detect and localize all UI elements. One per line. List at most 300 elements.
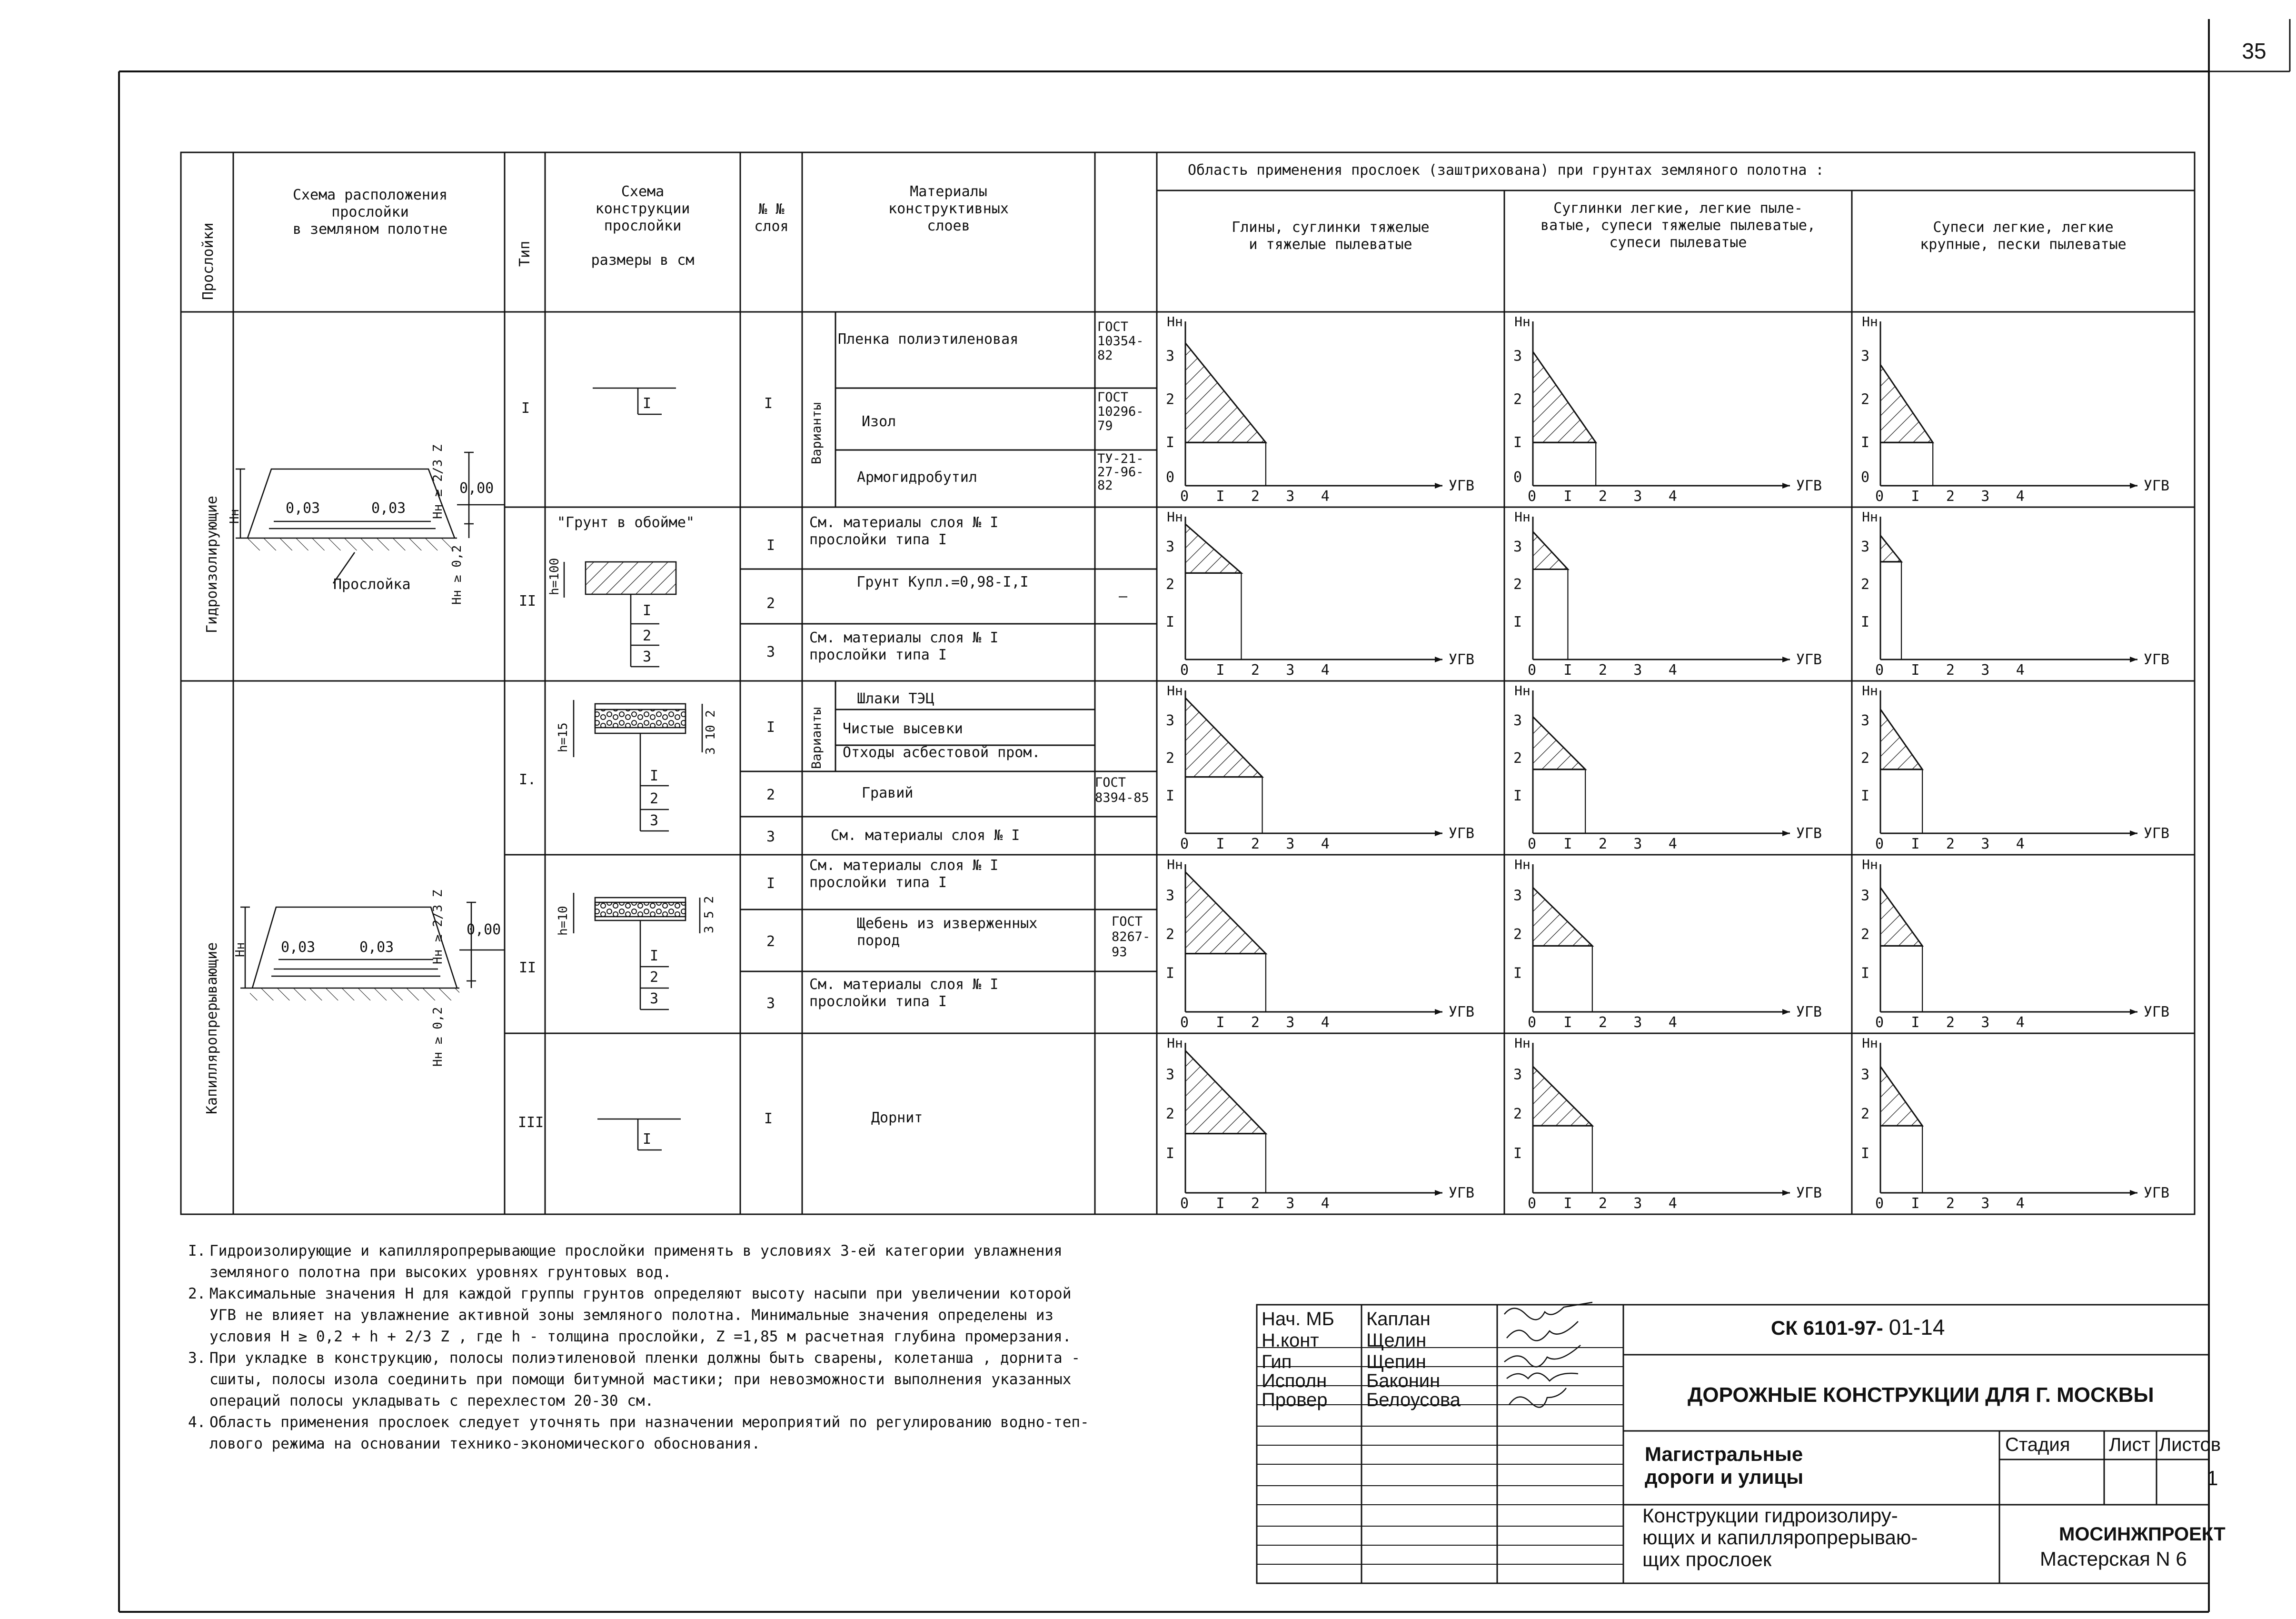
chart-5-2-xtick-0: 0 <box>1527 1195 1537 1212</box>
header-materials <box>805 183 1093 235</box>
chart-1-3-xtick-3: 3 <box>1981 488 1990 505</box>
role-2: Н.конт <box>1262 1330 1319 1351</box>
header-scheme <box>236 187 505 238</box>
chart-5-1-xtick-0: 0 <box>1180 1195 1189 1212</box>
series-title: ДОРОЖНЫЕ КОНСТРУКЦИИ ДЛЯ Г. МОСКВЫ <box>1688 1383 2154 1407</box>
chart-1-2-ytick-2: 2 <box>1513 391 1522 408</box>
header-construction-line-3: прослойки <box>604 218 682 234</box>
chart-3-3-xtick-0: 0 <box>1875 836 1884 852</box>
chart-3-1-area <box>1185 698 1262 777</box>
chart-4-3-xtick-1: I <box>1911 1014 1920 1031</box>
chart-2-3-xtick-2: 2 <box>1946 662 1955 679</box>
r3-material-4: Гравий <box>862 785 914 801</box>
soil-group-1-line-2: и тяжелые пылеватые <box>1249 236 1412 253</box>
chart-4-3-ylabel: Нн <box>1862 857 1878 872</box>
chart-2-1-xtick-3: 3 <box>1286 662 1295 679</box>
sheet-title-line-2: ющих и капилляропрерываю- <box>1642 1526 1918 1549</box>
section-line-1: Магистральные <box>1645 1443 1803 1465</box>
chart-2-2-xtick-3: 3 <box>1633 662 1642 679</box>
note-3-line-2: сшиты, полосы изола соединить при помощи битумной мастики; при невозможности выполнения указанных <box>209 1371 1072 1388</box>
chart-5-3-area <box>1880 1067 1922 1126</box>
chart-1-2-xlabel: УГВ <box>1796 478 1822 494</box>
chart-4-3-xlabel: УГВ <box>2143 1004 2170 1020</box>
chart-4-2-ytick-3: 3 <box>1513 887 1522 904</box>
chart-1-2-x-arrow <box>1782 483 1790 489</box>
r3-sketch-l2: 2 <box>650 790 659 807</box>
r3-material-1: Шлаки ТЭЦ <box>857 690 934 707</box>
notes <box>188 1240 1226 1455</box>
chart-5-3-xtick-1: I <box>1911 1195 1920 1212</box>
chart-4-1-xtick-3: 3 <box>1286 1014 1295 1031</box>
chart-3-1-xtick-1: I <box>1216 836 1225 852</box>
chart-2-2-xlabel: УГВ <box>1796 651 1822 668</box>
chart-5-1-ytick-1: I <box>1165 1145 1175 1162</box>
chart-4-1-ytick-1: I <box>1165 965 1175 982</box>
r3-layer-no-3: 3 <box>766 829 775 845</box>
chart-2-1-xtick-0: 0 <box>1180 662 1189 679</box>
chart-5-3-ytick-3: 3 <box>1860 1066 1870 1083</box>
chart-2-1-xtick-1: I <box>1216 662 1225 679</box>
chart-1-3-ylabel: Нн <box>1862 314 1878 330</box>
r1-gost-3 <box>1097 452 1154 492</box>
chart-3-3-ytick-2: 2 <box>1860 750 1870 767</box>
r3-layer-no-1: I <box>766 719 775 736</box>
chart-1-3-ytick-3: 3 <box>1860 348 1870 365</box>
chart-4-2-xtick-1: I <box>1563 1014 1572 1031</box>
soil-group-3-line-2: крупные, пески пылеватые <box>1920 236 2127 253</box>
r2-layer-no-1: I <box>766 537 775 554</box>
chart-4-3-ytick-3: 3 <box>1860 887 1870 904</box>
chart-4-1-area <box>1185 872 1266 953</box>
chart-2-3-xtick-0: 0 <box>1875 662 1884 679</box>
note-3-line-3: операций полосы укладывать с перехлестом 20-30 см. <box>209 1392 654 1409</box>
chart-5-2-xtick-2: 2 <box>1598 1195 1607 1212</box>
sheet-title-line-3: щих прослоек <box>1642 1548 1772 1570</box>
chart-2-3-x-arrow <box>2130 657 2137 662</box>
chart-3-3-ytick-1: I <box>1860 788 1870 805</box>
chart-4-1-ylabel: Нн <box>1167 857 1183 872</box>
r4-layer-no-3: 3 <box>766 995 775 1012</box>
chart-4-2-ytick-1: I <box>1513 965 1522 982</box>
chart-1-3-area <box>1880 365 1933 442</box>
sheets-label: Листов <box>2159 1434 2221 1455</box>
chart-5-2-area <box>1533 1067 1592 1126</box>
chart-3-2-xtick-0: 0 <box>1527 836 1537 852</box>
chart-1-3-xtick-0: 0 <box>1875 488 1884 505</box>
chart-4-1-ytick-2: 2 <box>1165 926 1175 943</box>
chart-2-3-xlabel: УГВ <box>2143 651 2170 668</box>
scheme1-dim-a: 0,03 <box>286 500 320 517</box>
r4-material-1-text: См. материалы слоя № I прослойки типа I <box>809 857 999 891</box>
chart-5-1-xtick-3: 3 <box>1286 1195 1295 1212</box>
header-scheme-line-3: в земляном полотне <box>292 221 448 238</box>
construction-sketches <box>564 388 702 1150</box>
chart-2-2-ytick-2: 2 <box>1513 576 1522 593</box>
header-layer-no-line-1: № № <box>758 201 785 218</box>
header-materials-line-1: Материалы <box>910 183 987 200</box>
chart-3-3-xtick-2: 2 <box>1946 836 1955 852</box>
chart-2-3-ylabel: Нн <box>1862 509 1878 525</box>
scheme2-hn-min: Нн ≥ 0,2 <box>431 1007 445 1067</box>
chart-5-2-x-arrow <box>1782 1190 1790 1196</box>
doc-code-main: СК 6101-97- <box>1771 1317 1883 1339</box>
chart-5-2-ytick-3: 3 <box>1513 1066 1522 1083</box>
scheme2-dim-b: 0,03 <box>359 939 394 956</box>
chart-2-3-ytick-1: I <box>1860 614 1870 631</box>
chart-1-1-ylabel: Нн <box>1167 314 1183 330</box>
note-3 <box>188 1348 1226 1412</box>
r3-gost <box>1095 775 1157 806</box>
chart-5-1-ytick-2: 2 <box>1165 1106 1175 1123</box>
chart-2-2-xtick-2: 2 <box>1598 662 1607 679</box>
r1-gost-2 <box>1097 390 1154 433</box>
r4-material-1 <box>809 857 1076 891</box>
chart-3-3-area <box>1880 709 1922 769</box>
chart-5-3-xtick-2: 2 <box>1946 1195 1955 1212</box>
chart-3-2-ytick-3: 3 <box>1513 712 1522 730</box>
r3-gost-text: ГОСТ 8394-85 <box>1095 775 1149 805</box>
chart-4-3-area <box>1880 888 1922 946</box>
r2-material-1 <box>809 514 1076 549</box>
r1-material-3: Армогидробутил <box>857 469 977 486</box>
chart-3-1-ytick-3: 3 <box>1165 712 1175 730</box>
type-hydro-2: II <box>519 593 537 610</box>
r2-caption: "Грунт в обойме" <box>557 514 695 531</box>
chart-1-2-xtick-1: I <box>1563 488 1572 505</box>
chart-1-2-ytick-0: 0 <box>1513 469 1522 486</box>
group-hydro: Гидроизолирующие <box>204 496 220 633</box>
chart-1-3-x-arrow <box>2130 483 2137 489</box>
chart-4-3-ytick-1: I <box>1860 965 1870 982</box>
chart-1-2-ytick-3: 3 <box>1513 348 1522 365</box>
note-1-line-1: Гидроизолирующие и капилляропрерывающие прослойки применять в условиях 3-ей категории увлажнения <box>209 1242 1063 1259</box>
r4-sketch-l2: 2 <box>650 969 659 986</box>
role-3: Гип <box>1262 1351 1292 1372</box>
chart-2-1-xtick-4: 4 <box>1321 662 1330 679</box>
chart-4-2-ytick-2: 2 <box>1513 926 1522 943</box>
r4-h: h=10 <box>556 906 570 936</box>
r1-material-1: Пленка полиэтиленовая <box>838 331 1019 348</box>
chart-5-2-xtick-1: I <box>1563 1195 1572 1212</box>
chart-3-2-area <box>1533 717 1585 770</box>
chart-4-2-ylabel: Нн <box>1514 857 1531 872</box>
chart-3-1-ylabel: Нн <box>1167 683 1183 699</box>
r3-sketch-l3: 3 <box>650 812 659 829</box>
chart-3-1-xlabel: УГВ <box>1448 825 1475 842</box>
chart-1-1-xlabel: УГВ <box>1448 478 1475 494</box>
chart-5-1-area <box>1185 1051 1266 1134</box>
header-scheme-line-1: Схема расположения <box>292 187 448 203</box>
r2-layer-no-2: 2 <box>766 595 775 612</box>
chart-5-1-ytick-3: 3 <box>1165 1066 1175 1083</box>
chart-3-2-ytick-2: 2 <box>1513 750 1522 767</box>
note-1-number: I. <box>188 1242 206 1259</box>
scheme2-hn-formula: Нн ≥ 2/3 Z <box>431 889 445 964</box>
sheet-title-line-1: Конструкции гидроизолиру- <box>1642 1504 1898 1527</box>
r1-gost-3-text: ТУ-21-27-96-82 <box>1097 451 1144 493</box>
chart-4-1-x-arrow <box>1435 1009 1442 1015</box>
chart-3-3-ylabel: Нн <box>1862 683 1878 699</box>
r2-material-2: Грунт Купл.=0,98-I,I <box>856 574 1029 590</box>
scheme2-dim-zero: 0,00 <box>467 921 501 938</box>
chart-4-3-xtick-2: 2 <box>1946 1014 1955 1031</box>
r2-sketch-l2: 2 <box>643 628 652 644</box>
chart-2-3-ytick-3: 3 <box>1860 539 1870 556</box>
r4-dim: 3 5 2 <box>702 896 716 933</box>
page-number: 35 <box>2242 39 2266 63</box>
r1-layer-no: I <box>764 395 773 412</box>
r2-h: h=100 <box>547 558 562 595</box>
header-layer-no-line-2: слоя <box>754 218 789 235</box>
chart-3-3-xtick-4: 4 <box>2016 836 2025 852</box>
soil-group-2-line-2: ватые, супеси тяжелые пылеватые, <box>1541 217 1816 234</box>
chart-2-2-ytick-1: I <box>1513 614 1522 631</box>
header-construction-line-2: конструкции <box>595 200 690 217</box>
doc-code-suffix: 01-14 <box>1888 1315 1945 1339</box>
note-2-line-3: условия Н ≥ 0,2 + h + 2/3 Z , где h - толщина прослойки, Z =1,85 м расчетная глубина промерзания. <box>209 1328 1072 1345</box>
chart-1-1-ytick-0: 0 <box>1165 469 1175 486</box>
header-type: Тип <box>517 240 533 267</box>
r1-gost-1 <box>1097 320 1154 363</box>
chart-2-1-x-arrow <box>1435 657 1442 662</box>
chart-2-1-xlabel: УГВ <box>1448 651 1475 668</box>
chart-3-1-xtick-4: 4 <box>1321 836 1330 852</box>
chart-5-3-ytick-2: 2 <box>1860 1106 1870 1123</box>
note-4-line-1: Область применения прослоек следует уточнять при назначении мероприятий по регулированию водно-теп- <box>209 1414 1089 1431</box>
header-construction-line-4 <box>547 235 738 252</box>
soil-group-2 <box>1507 200 1849 251</box>
type-cap-3: III <box>518 1114 544 1131</box>
applicability-charts <box>1166 314 2169 1212</box>
r2-gost-dash: – <box>1119 588 1128 605</box>
chart-4-1-xtick-2: 2 <box>1251 1014 1260 1031</box>
r4-material-2 <box>857 915 1076 949</box>
section-title <box>1645 1443 1803 1489</box>
chart-5-2-xlabel: УГВ <box>1796 1185 1822 1201</box>
chart-1-3-xtick-2: 2 <box>1946 488 1955 505</box>
name-3: Щепин <box>1366 1351 1426 1372</box>
chart-1-2-xtick-3: 3 <box>1633 488 1642 505</box>
chart-4-2-xtick-0: 0 <box>1527 1014 1537 1031</box>
chart-5-3-xtick-4: 4 <box>2016 1195 2025 1212</box>
note-1 <box>188 1240 1226 1283</box>
chart-4-1-xtick-4: 4 <box>1321 1014 1330 1031</box>
r4-material-2-text: Щебень из изверженных пород <box>857 915 1038 949</box>
chart-1-3-ytick-0: 0 <box>1860 469 1870 486</box>
chart-5-3-xtick-0: 0 <box>1875 1195 1884 1212</box>
chart-3-3-x-arrow <box>2130 830 2137 836</box>
r2-material-3 <box>809 630 1076 664</box>
header-layer: Прослойки <box>200 222 217 300</box>
chart-2-2-area <box>1533 532 1568 570</box>
role-4: Исполн <box>1262 1370 1327 1391</box>
r3-layer-no-2: 2 <box>766 787 775 803</box>
r4-layer-no-1: I <box>766 875 775 892</box>
chart-1-3-ytick-1: I <box>1860 434 1870 451</box>
chart-4-2-xtick-3: 3 <box>1633 1014 1642 1031</box>
chart-4-1-xlabel: УГВ <box>1448 1004 1475 1020</box>
hydro-cross-section <box>236 452 505 583</box>
chart-2-3-area <box>1880 535 1901 561</box>
r4-layer-no-2: 2 <box>766 933 775 950</box>
r1-material-2: Изол <box>862 413 896 430</box>
header-scheme-line-2: прослойки <box>331 204 409 220</box>
scheme1-hn: Нн <box>228 509 242 524</box>
chart-3-1-ytick-2: 2 <box>1165 750 1175 767</box>
r1-gost-2-text: ГОСТ 10296-79 <box>1097 390 1144 433</box>
chart-4-3-ytick-2: 2 <box>1860 926 1870 943</box>
soil-group-3 <box>1854 219 2192 253</box>
chart-1-1-ytick-3: 3 <box>1165 348 1175 365</box>
r2-material-3-text: См. материалы слоя № I прослойки типа I <box>809 630 999 663</box>
name-1: Каплан <box>1366 1309 1431 1329</box>
header-materials-line-2: конструктивных <box>888 200 1009 217</box>
chart-3-3-xlabel: УГВ <box>2143 825 2170 842</box>
chart-3-3-xtick-1: I <box>1911 836 1920 852</box>
chart-2-2-ylabel: Нн <box>1514 509 1531 525</box>
chart-4-3-xtick-0: 0 <box>1875 1014 1884 1031</box>
stage-label: Стадия <box>2005 1434 2070 1455</box>
chart-5-1-xtick-2: 2 <box>1251 1195 1260 1212</box>
note-1-line-2: земляного полотна при высоких уровнях грунтовых вод. <box>209 1264 672 1281</box>
chart-5-3-x-arrow <box>2130 1190 2137 1196</box>
scheme1-hn-min: Нн ≥ 0,2 <box>450 545 464 605</box>
chart-1-3-xtick-1: I <box>1911 488 1920 505</box>
scheme1-dim-b: 0,03 <box>371 500 406 517</box>
chart-4-3-xtick-3: 3 <box>1981 1014 1990 1031</box>
header-construction <box>547 183 738 269</box>
name-4: Баконин <box>1366 1370 1441 1391</box>
chart-4-3-xtick-4: 4 <box>2016 1014 2025 1031</box>
chart-1-1-ytick-1: I <box>1165 434 1175 451</box>
chart-3-2-ylabel: Нн <box>1514 683 1531 699</box>
r4-material-3 <box>809 976 1076 1010</box>
note-4 <box>188 1412 1226 1455</box>
chart-1-2-xtick-4: 4 <box>1668 488 1677 505</box>
chart-1-1-xtick-1: I <box>1216 488 1225 505</box>
chart-4-1-ytick-3: 3 <box>1165 887 1175 904</box>
chart-4-2-xtick-2: 2 <box>1598 1014 1607 1031</box>
r5-sketch-label: I <box>643 1131 652 1148</box>
chart-1-1-xtick-4: 4 <box>1321 488 1330 505</box>
chart-3-1-xtick-0: 0 <box>1180 836 1189 852</box>
chart-3-1-xtick-2: 2 <box>1251 836 1260 852</box>
r2-material-1-text: См. материалы слоя № I прослойки типа I <box>809 514 999 548</box>
chart-4-1-xtick-1: I <box>1216 1014 1225 1031</box>
chart-1-2-xtick-2: 2 <box>1598 488 1607 505</box>
chart-1-1-xtick-2: 2 <box>1251 488 1260 505</box>
note-2-number: 2. <box>188 1285 206 1302</box>
chart-1-2-ytick-1: I <box>1513 434 1522 451</box>
role-5: Провер <box>1262 1389 1328 1410</box>
chart-3-2-xtick-2: 2 <box>1598 836 1607 852</box>
chart-1-2-area <box>1533 352 1596 443</box>
r3-dim: 3 10 2 <box>704 710 718 755</box>
chart-1-2-xtick-0: 0 <box>1527 488 1537 505</box>
scheme1-layer-label: Прослойка <box>333 576 411 593</box>
chart-4-2-xtick-4: 4 <box>1668 1014 1677 1031</box>
r2-sketch-l3: 3 <box>643 649 652 665</box>
chart-2-1-xtick-2: 2 <box>1251 662 1260 679</box>
note-3-number: 3. <box>188 1349 206 1367</box>
chart-5-3-ytick-1: I <box>1860 1145 1870 1162</box>
note-3-line-1: При укладке в конструкцию, полосы полиэтиленовой пленки должны быть сварены, колетанша , дорнита - <box>209 1349 1081 1367</box>
chart-5-2-ytick-2: 2 <box>1513 1106 1522 1123</box>
section-line-2: дороги и улицы <box>1645 1466 1804 1488</box>
soil-group-1-line-1: Глины, суглинки тяжелые <box>1232 219 1430 236</box>
group-capillary: Капилляропрерывающие <box>204 942 220 1114</box>
chart-5-1-xlabel: УГВ <box>1448 1185 1475 1201</box>
chart-2-3-xtick-1: I <box>1911 662 1920 679</box>
header-materials-line-3: слоев <box>927 218 970 234</box>
r1-sketch-label: I <box>643 395 652 412</box>
r3-sketch-l1: I <box>650 768 659 784</box>
chart-4-3-x-arrow <box>2130 1009 2137 1015</box>
note-4-line-2: лового режима на основании технико-экономического обоснования. <box>209 1435 761 1452</box>
role-1: Нач. МБ <box>1262 1309 1334 1329</box>
chart-1-1-x-arrow <box>1435 483 1442 489</box>
chart-2-2-xtick-0: 0 <box>1527 662 1537 679</box>
chart-3-1-x-arrow <box>1435 830 1442 836</box>
note-2-line-2: УГВ не влияет на увлажнение активной зоны земляного полотна. Минимальные значения определены из <box>209 1307 1054 1324</box>
chart-4-2-area <box>1533 888 1592 946</box>
chart-3-2-xtick-1: I <box>1563 836 1572 852</box>
r3-material-2: Чистые высевки <box>843 720 963 737</box>
chart-2-1-area <box>1185 524 1242 573</box>
r2-sketch-l1: I <box>643 602 652 619</box>
chart-2-3-ytick-2: 2 <box>1860 576 1870 593</box>
r3-variants: Варианты <box>809 707 824 769</box>
header-construction-line-1: Схема <box>621 183 665 200</box>
r3-h: h=15 <box>556 722 570 752</box>
chart-2-3-xtick-4: 4 <box>2016 662 2025 679</box>
sheet-title <box>1642 1505 1918 1570</box>
r4-material-3-text: См. материалы слоя № I прослойки типа I <box>809 976 999 1010</box>
chart-5-3-ylabel: Нн <box>1862 1035 1878 1051</box>
soil-group-2-line-1: Суглинки легкие, легкие пыле- <box>1553 200 1803 217</box>
soil-group-3-line-1: Супеси легкие, легкие <box>1933 219 2114 236</box>
chart-5-2-ylabel: Нн <box>1514 1035 1531 1051</box>
chart-2-1-ylabel: Нн <box>1167 509 1183 525</box>
chart-2-2-xtick-1: I <box>1563 662 1572 679</box>
header-construction-line-5: размеры в см <box>591 252 695 269</box>
chart-5-1-x-arrow <box>1435 1190 1442 1196</box>
chart-2-2-xtick-4: 4 <box>1668 662 1677 679</box>
chart-3-2-xlabel: УГВ <box>1796 825 1822 842</box>
r3-material-5: См. материалы слоя № I <box>831 827 1020 844</box>
type-cap-1: I. <box>519 771 537 788</box>
chart-1-1-xtick-0: 0 <box>1180 488 1189 505</box>
note-4-number: 4. <box>188 1414 206 1431</box>
type-hydro-1: I <box>521 400 530 417</box>
chart-5-3-xtick-3: 3 <box>1981 1195 1990 1212</box>
scheme1-hn-formula: Нн ≥ 2/3 Z <box>431 444 445 519</box>
r3-material-3: Отходы асбестовой пром. <box>843 744 1041 761</box>
r5-material: Дорнит <box>871 1109 923 1126</box>
chart-1-3-xtick-4: 4 <box>2016 488 2025 505</box>
chart-5-1-xtick-1: I <box>1216 1195 1225 1212</box>
note-2 <box>188 1283 1226 1348</box>
org-name: МОСИНЖПРОЕКТ <box>2059 1524 2226 1545</box>
chart-2-2-ytick-3: 3 <box>1513 539 1522 556</box>
chart-4-2-xlabel: УГВ <box>1796 1004 1822 1020</box>
chart-1-2-ylabel: Нн <box>1514 314 1531 330</box>
scheme2-hn: Нн <box>233 942 248 957</box>
sheet-label: Лист <box>2109 1434 2150 1455</box>
chart-3-3-ytick-3: 3 <box>1860 712 1870 730</box>
chart-1-3-ytick-2: 2 <box>1860 391 1870 408</box>
chart-3-1-ytick-1: I <box>1165 788 1175 805</box>
